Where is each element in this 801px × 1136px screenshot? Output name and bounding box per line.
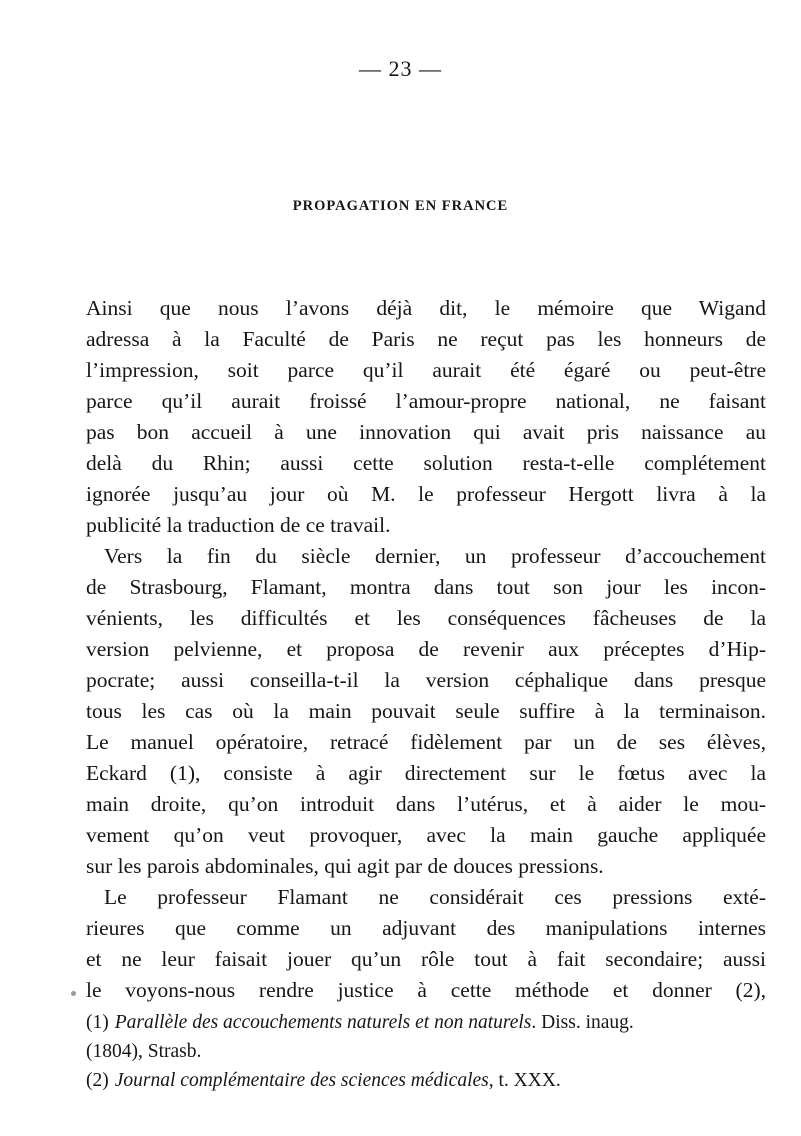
body-line: pas bon accueil à une innovation qui avait pris naissance au (86, 420, 766, 444)
body-line: ignorée jusqu’au jour où M. le professeur Hergott livra à la (86, 482, 766, 506)
body-line: vénients, les difficultés et les conséquences fâcheuses de la (86, 606, 766, 630)
footnote-1-marker: (1) (86, 1012, 109, 1033)
footnotes (86, 1008, 766, 1095)
body-line: le voyons-nous rendre justice à cette méthode et donner (2), (86, 978, 766, 1002)
body-line: publicité la traduction de ce travail. (86, 513, 391, 537)
body-line: sur les parois abdominales, qui agit par de douces pressions. (86, 854, 604, 878)
body-line: Le manuel opératoire, retracé fidèlement par un de ses élèves, (86, 730, 766, 754)
body-line: de Strasbourg, Flamant, montra dans tout son jour les incon- (86, 575, 766, 599)
body-line: delà du Rhin; aussi cette solution resta-t-elle complétement (86, 451, 766, 475)
paper-speck (71, 991, 76, 996)
footnote-2-marker: (2) (86, 1070, 109, 1091)
footnote-1-rest: . Diss. inaug. (531, 1012, 634, 1033)
body-line: rieures que comme un adjuvant des manipulations internes (86, 916, 766, 940)
body-line: l’impression, soit parce qu’il aurait été égaré ou peut-être (86, 358, 766, 382)
footnote-1 (86, 1008, 766, 1037)
footnote-2-title: Journal complémentaire des sciences médicales (114, 1070, 489, 1091)
body-line: adressa à la Faculté de Paris ne reçut pas les honneurs de (86, 327, 766, 351)
body-line: pocrate; aussi conseilla-t-il la version céphalique dans presque (86, 668, 766, 692)
body-line: main droite, qu’on introduit dans l’utérus, et à aider le mou- (86, 792, 766, 816)
body-line: parce qu’il aurait froissé l’amour-propre national, ne faisant (86, 389, 766, 413)
body-line: tous les cas où la main pouvait seule suffire à la terminaison. (86, 699, 766, 723)
body-line: Le professeur Flamant ne considérait ces pressions exté- (104, 885, 766, 909)
body-line: vement qu’on veut provoquer, avec la main gauche appliquée (86, 823, 766, 847)
footnote-1-title: Parallèle des accouchements naturels et non naturels (114, 1012, 532, 1033)
body-line: Ainsi que nous l’avons déjà dit, le mémoire que Wigand (86, 296, 766, 320)
body-line: Vers la fin du siècle dernier, un professeur d’accouchement (104, 544, 766, 568)
body-line: Eckard (1), consiste à agir directement sur le fœtus avec la (86, 761, 766, 785)
body-text (86, 293, 766, 1006)
page-number: — 23 — (359, 56, 442, 81)
body-line: version pelvienne, et proposa de revenir aux préceptes d’Hip- (86, 637, 766, 661)
footnote-2-rest: , t. XXX. (488, 1070, 561, 1091)
section-title: PROPAGATION EN FRANCE (292, 198, 509, 214)
footnote-2 (86, 1066, 766, 1095)
body-line: et ne leur faisait jouer qu’un rôle tout à fait secondaire; aussi (86, 947, 766, 971)
footnote-1-continuation: (1804), Strasb. (86, 1041, 202, 1062)
